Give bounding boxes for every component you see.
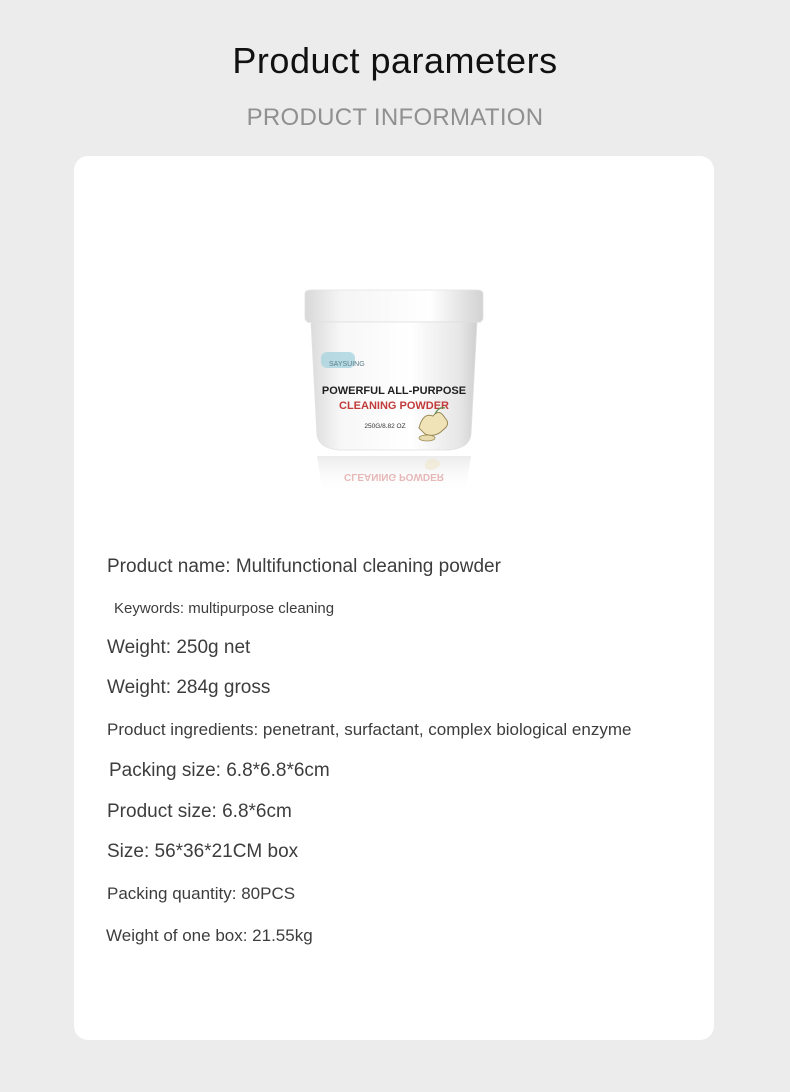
page-subtitle: PRODUCT INFORMATION bbox=[246, 104, 544, 131]
spec-product-name: Product name: Multifunctional cleaning powder bbox=[107, 556, 501, 577]
spec-ingredients: Product ingredients: penetrant, surfactant, complex biological enzyme bbox=[107, 720, 632, 739]
spec-gross-weight: Weight: 284g gross bbox=[107, 677, 271, 698]
jar-subhead-text: CLEANING POWDER bbox=[339, 400, 449, 412]
spec-box-size: Size: 56*36*21CM box bbox=[107, 841, 299, 862]
spec-product-size: Product size: 6.8*6cm bbox=[107, 801, 292, 822]
page-title: Product parameters bbox=[232, 40, 558, 81]
spec-packing-size: Packing size: 6.8*6.8*6cm bbox=[109, 760, 330, 781]
spec-packing-quantity: Packing quantity: 80PCS bbox=[107, 884, 296, 903]
spec-net-weight: Weight: 250g net bbox=[107, 637, 251, 658]
jar-net-text: 250G/8.82 OZ bbox=[364, 423, 406, 430]
jar-headline-text: POWERFUL ALL-PURPOSE bbox=[321, 385, 467, 397]
product-info-card bbox=[74, 156, 714, 1040]
jar-brand-text: SAYSUING bbox=[329, 361, 365, 368]
spec-box-weight: Weight of one box: 21.55kg bbox=[106, 926, 313, 945]
product-jar-image bbox=[299, 288, 489, 498]
jar-reflection-text: CLEANING POWDER bbox=[344, 471, 444, 482]
spec-keywords: Keywords: multipurpose cleaning bbox=[114, 600, 335, 617]
